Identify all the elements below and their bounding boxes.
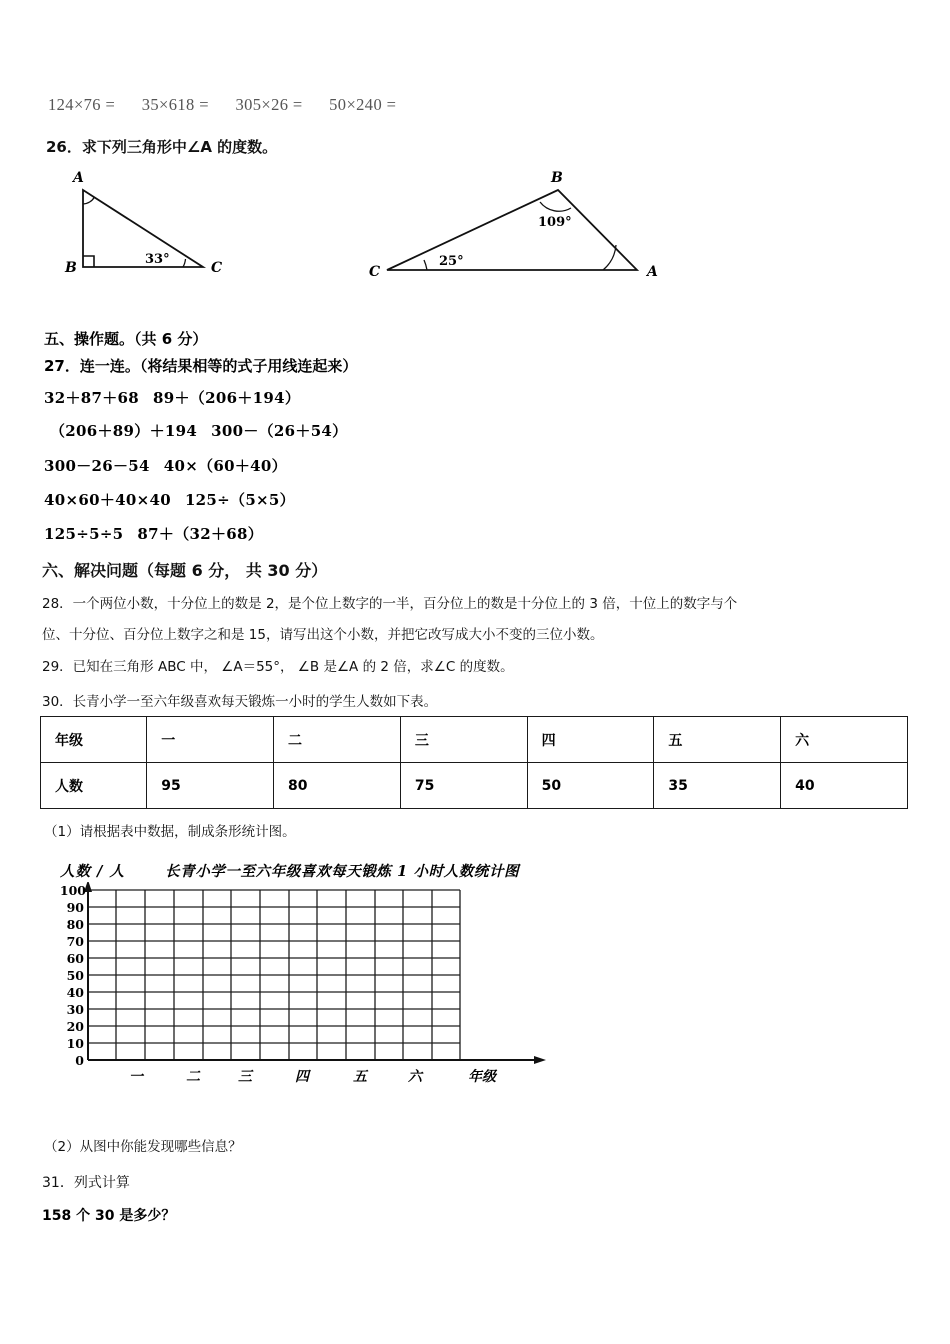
- angle-arc-b: [540, 202, 571, 211]
- svg-text:60: 60: [66, 951, 84, 966]
- angle-arc-c: [424, 260, 427, 270]
- vertex-label-a: A: [73, 170, 84, 186]
- table-row-grades: [41, 717, 908, 763]
- match-pair-row-3: [44, 455, 287, 476]
- question-26-number: 26．: [46, 138, 82, 156]
- chart-title: 长青小学一至六年级喜欢每天锻炼 1 小时人数统计图: [165, 863, 520, 880]
- question-26-heading: [46, 136, 277, 157]
- question-30-part-2: （2）从图中你能发现哪些信息？: [44, 1139, 242, 1155]
- match-right-2: 300－（26＋54）: [211, 422, 348, 440]
- oral-item-4: 50×240 =: [329, 95, 397, 114]
- vertex-label-a: A: [647, 264, 658, 280]
- table-cell-count-5: 35: [654, 763, 781, 809]
- question-31-body: 158 个 30 是多少？: [42, 1208, 176, 1224]
- match-left-4: 40×60＋40×40: [44, 491, 171, 509]
- svg-text:90: 90: [66, 900, 84, 915]
- triangles-figure-group: [0, 160, 950, 295]
- triangle-right-figure: [365, 160, 685, 285]
- match-right-5: 87＋（32＋68）: [137, 525, 264, 543]
- table-header-count: 人数: [41, 763, 147, 809]
- angle-value-c-25: 25°: [439, 254, 464, 269]
- oral-item-3: 305×26 =: [235, 95, 303, 114]
- table-cell-grade-5: 五: [654, 717, 781, 763]
- table-cell-grade-3: 三: [400, 717, 527, 763]
- vertex-label-c: C: [211, 260, 223, 276]
- table-cell-grade-4: 四: [527, 717, 654, 763]
- table-cell-count-2: 80: [274, 763, 401, 809]
- oral-calculation-row: [48, 95, 418, 115]
- chart-x-tick-labels: [129, 1068, 498, 1085]
- triangle-left-figure: [55, 160, 255, 285]
- svg-text:年级: 年级: [468, 1069, 496, 1085]
- x-axis-arrowhead: [534, 1056, 546, 1064]
- angle-arc-a: [603, 245, 616, 270]
- svg-text:50: 50: [66, 968, 84, 983]
- match-left-1: 32＋87＋68: [44, 389, 140, 407]
- oral-item-2: 35×618 =: [141, 95, 209, 114]
- table-cell-grade-1: 一: [147, 717, 274, 763]
- question-26-text: 求下列三角形中∠A 的度数。: [81, 138, 278, 156]
- svg-text:六: 六: [408, 1069, 422, 1085]
- svg-text:二: 二: [186, 1069, 200, 1085]
- angle-value-c-33: 33°: [145, 252, 170, 267]
- question-30-part-1: （1）请根据表中数据，制成条形统计图。: [44, 824, 296, 840]
- svg-text:30: 30: [66, 1002, 84, 1017]
- chart-horizontal-gridlines: [88, 890, 460, 1043]
- table-row-counts: [41, 763, 908, 809]
- right-angle-marker: [83, 256, 94, 267]
- vertex-label-c: C: [369, 264, 381, 280]
- question-31-heading: 31．列式计算: [42, 1175, 130, 1191]
- table-cell-count-1: 95: [147, 763, 274, 809]
- svg-text:四: 四: [295, 1069, 309, 1085]
- chart-y-tick-labels: [60, 883, 86, 1068]
- bar-chart-worksheet: [40, 860, 600, 1100]
- oral-item-1: 124×76 =: [48, 95, 116, 114]
- table-cell-grade-6: 六: [781, 717, 908, 763]
- svg-text:一: 一: [129, 1069, 143, 1085]
- match-left-2: （206＋89）＋194: [50, 422, 198, 440]
- svg-text:70: 70: [66, 934, 84, 949]
- table-cell-count-4: 50: [527, 763, 654, 809]
- chart-y-axis-label: 人数 / 人: [60, 863, 125, 880]
- section-6-heading: 六、解决问题（每题 6 分， 共 30 分）: [42, 561, 328, 580]
- match-right-4: 125÷（5×5）: [184, 491, 295, 509]
- vertex-label-b: B: [65, 260, 77, 276]
- svg-text:10: 10: [66, 1036, 84, 1051]
- table-header-grade: 年级: [41, 717, 147, 763]
- svg-text:0: 0: [75, 1053, 84, 1068]
- angle-arc-c: [183, 259, 186, 267]
- table-cell-count-3: 75: [400, 763, 527, 809]
- question-27-heading: 27．连一连。（将结果相等的式子用线连起来）: [44, 357, 358, 375]
- question-29: 29．已知在三角形 ABC 中， ∠A＝55°， ∠B 是∠A 的 2 倍，求∠C 的度数。: [42, 659, 514, 675]
- svg-text:20: 20: [66, 1019, 84, 1034]
- question-28-line-2: 位、十分位、百分位上数字之和是 15，请写出这个小数，并把它改写成大小不变的三位小数。: [42, 627, 604, 643]
- table-cell-count-6: 40: [781, 763, 908, 809]
- match-left-5: 125÷5÷5: [44, 525, 124, 543]
- match-pair-row-1: [44, 387, 300, 408]
- svg-text:80: 80: [66, 917, 84, 932]
- svg-text:三: 三: [238, 1069, 252, 1085]
- section-5-heading: 五、操作题。（共 6 分）: [44, 330, 208, 348]
- table-cell-grade-2: 二: [274, 717, 401, 763]
- svg-text:40: 40: [66, 985, 84, 1000]
- svg-text:100: 100: [59, 883, 86, 898]
- question-30: 30．长青小学一至六年级喜欢每天锻炼一小时的学生人数如下表。: [42, 694, 438, 710]
- grade-counts-table: [40, 716, 908, 809]
- svg-text:五: 五: [353, 1069, 367, 1085]
- angle-value-b-109: 109°: [538, 215, 572, 230]
- match-right-1: 89＋（206＋194）: [153, 389, 301, 407]
- match-pair-row-4: [44, 489, 295, 510]
- match-left-3: 300－26－54: [44, 457, 150, 475]
- match-pair-row-5: [44, 523, 263, 544]
- match-pair-row-2: [50, 420, 347, 441]
- question-28-line-1: 28．一个两位小数，十分位上的数是 2，是个位上数字的一半，百分位上的数是十分位上的 3 倍，十位上的数字与个: [42, 596, 738, 612]
- vertex-label-b: B: [551, 170, 563, 186]
- angle-arc-a: [83, 197, 95, 204]
- match-right-3: 40×（60＋40）: [163, 457, 287, 475]
- chart-grid-svg: [40, 882, 560, 1097]
